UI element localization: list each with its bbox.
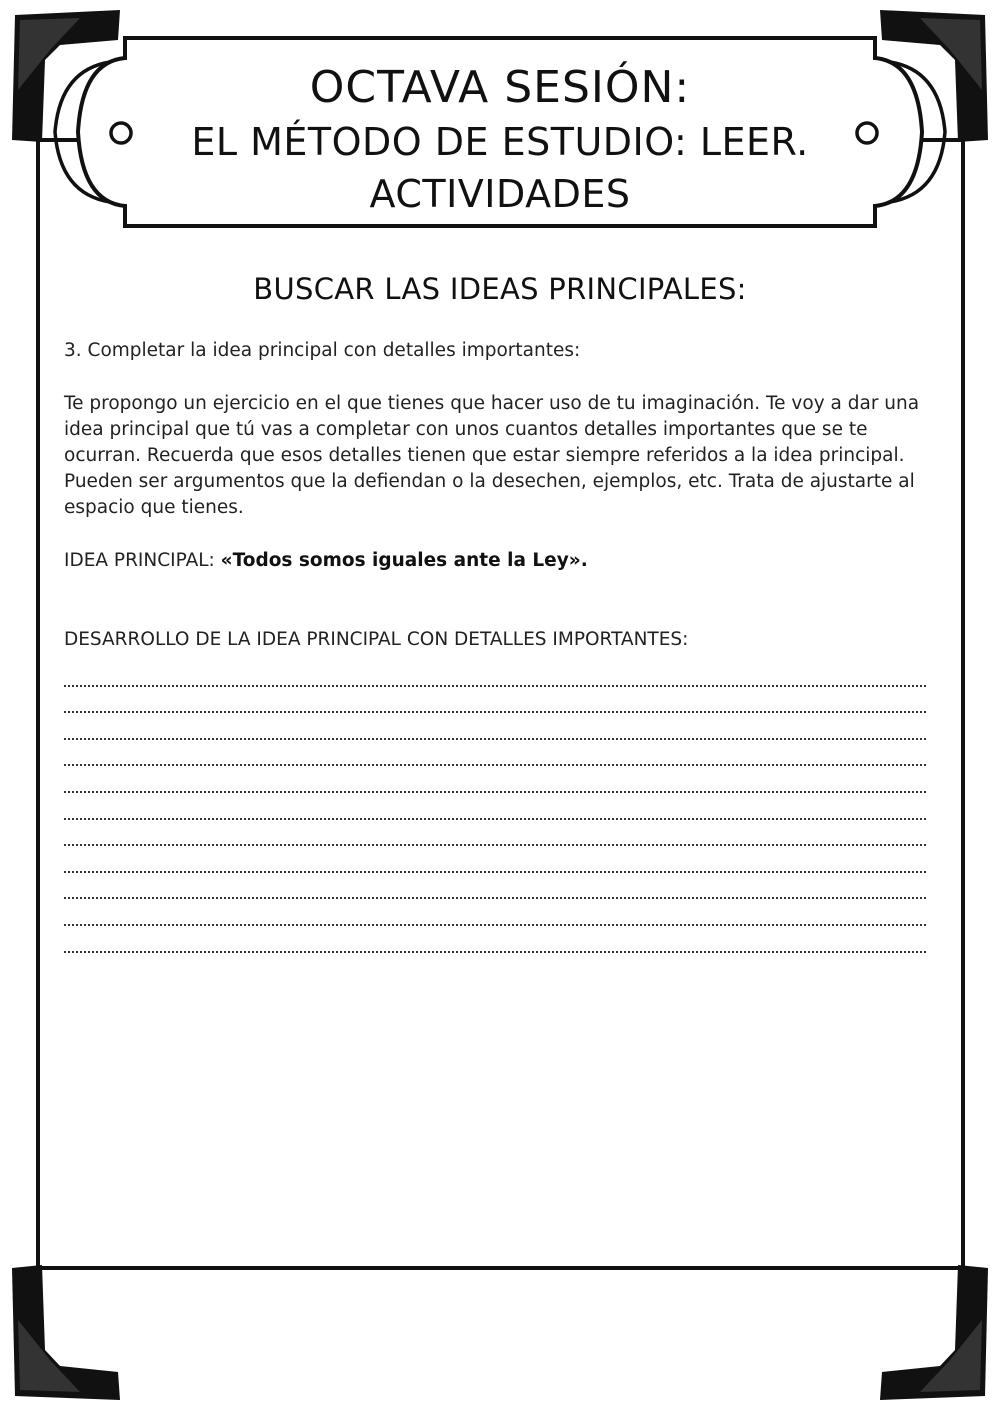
page-title: OCTAVA SESIÓN: bbox=[309, 62, 691, 113]
page-subtitle: EL MÉTODO DE ESTUDIO: LEER. bbox=[191, 120, 809, 164]
answer-line[interactable] bbox=[64, 926, 926, 953]
corner-ornament-bottom-left-icon bbox=[12, 1265, 120, 1400]
banner-ring-left-icon bbox=[111, 123, 131, 143]
answer-line[interactable] bbox=[64, 899, 926, 926]
answer-line[interactable] bbox=[64, 793, 926, 820]
answer-line[interactable] bbox=[64, 660, 926, 687]
main-idea-line bbox=[64, 548, 924, 574]
answer-line[interactable] bbox=[64, 687, 926, 714]
page-subtitle-activities: ACTIVIDADES bbox=[369, 172, 631, 216]
answer-line[interactable] bbox=[64, 846, 926, 873]
answer-line[interactable] bbox=[64, 740, 926, 767]
answer-line[interactable] bbox=[64, 873, 926, 900]
main-idea-value: «Todos somos iguales ante la Ley». bbox=[220, 550, 588, 571]
exercise-paragraph: Te propongo un ejercicio en el que tienes que hacer uso de tu imaginación. Te voy a dar una idea principal que tú vas a completar con unos cuantos detalles importantes que se te ocurran. Recuerda que esos detalles tienen que estar siempre referidos a la idea principal. Pueden ser argumentos que la defiendan o la desechen, ejemplos, etc. Trata de ajustarte al espacio que tienes. bbox=[64, 393, 920, 518]
exercise-instruction: 3. Completar la idea principal con detalles importantes: bbox=[64, 340, 581, 361]
answer-line[interactable] bbox=[64, 820, 926, 847]
answer-line[interactable] bbox=[64, 766, 926, 793]
development-label: DESARROLLO DE LA IDEA PRINCIPAL CON DETALLES IMPORTANTES: bbox=[64, 629, 689, 650]
section-heading: BUSCAR LAS IDEAS PRINCIPALES: bbox=[253, 272, 747, 306]
answer-area[interactable] bbox=[64, 660, 926, 953]
main-idea-label: IDEA PRINCIPAL: bbox=[64, 550, 221, 571]
corner-ornament-bottom-right-icon bbox=[880, 1265, 988, 1400]
answer-line[interactable] bbox=[64, 713, 926, 740]
